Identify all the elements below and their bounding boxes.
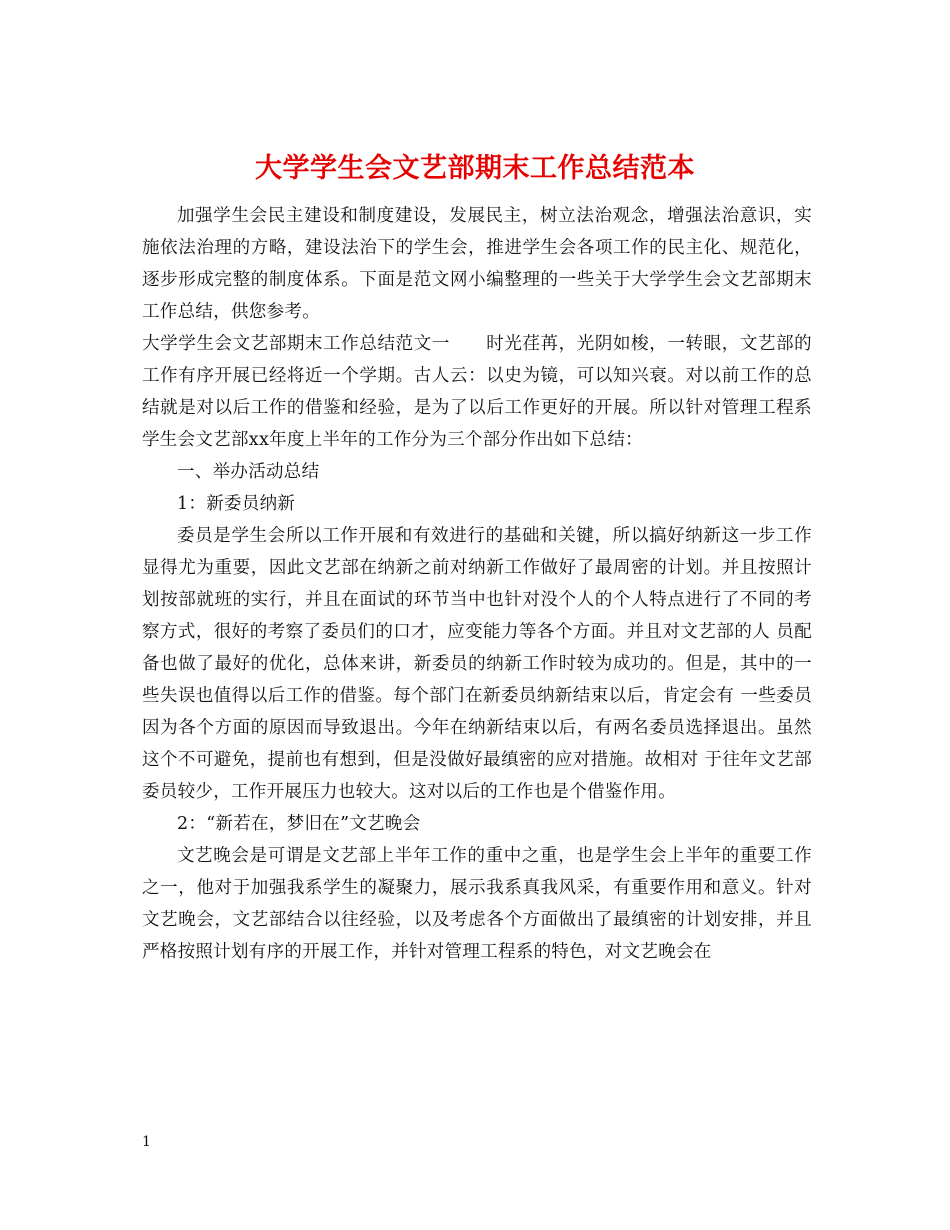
paragraph-intro: 加强学生会民主建设和制度建设，发展民主，树立法治观念，增强法治意识，实施依法治理的方略，建设法治下的学生会，推进学生会各项工作的民主化、规范化，逐步形成完整的制度体系。下面是范文网小编整理的一些关于大学学生会文艺部期末工作总结，供您参考。 (142, 206, 812, 322)
document-title: 大学学生会文艺部期末工作总结范本 (255, 153, 695, 185)
subheading-gala: 2：“新若在，梦旧在”文艺晚会 (177, 814, 421, 834)
document-body (142, 200, 812, 968)
paragraph-new-members: 委员是学生会所以工作开展和有效进行的基础和关键，所以搞好纳新这一步工作显得尤为重要，因此文艺部在纳新之前对纳新工作做好了最周密的计划。并且按照计 划按部就班的实行，并且在面试的环节当中也针对没个人的个人特点进行了不同的考察方式，很好的考察了委员们的口才，应变能力等各个方面。并且对文艺部的人 员配备也做了最好的优化，总体来讲，新委员的纳新工作时较为成功的。但是，其中的一些失误也值得以后工作的借鉴。每个部门在新委员纳新结束以后，肯定会有 一些委员因为各个方面的原因而导致退出。今年在纳新结束以后，有两名委员选择退出。虽然这个不可避免，提前也有想到，但是没做好最缜密的应对措施。故相对 于往年文艺部委员较少，工作开展压力也较大。这对以后的工作也是个借鉴作用。 (142, 526, 812, 802)
paragraph-sample-one: 大学学生会文艺部期末工作总结范文一 时光荏苒，光阴如梭，一转眼，文艺部的工作有序开展已经将近一个学期。古人云：以史为镜，可以知兴衰。对以前工作的总结就是对以后工作的借鉴和经验，是为了以后工作更好的开展。所以针对管理工程系学生会文艺部xx年度上半年的工作分为三个部分作出如下总结： (142, 334, 812, 450)
section-heading-activities: 一、举办活动总结 (177, 462, 320, 482)
page-number: 1 (142, 1134, 151, 1150)
paragraph-gala: 文艺晚会是可谓是文艺部上半年工作的重中之重，也是学生会上半年的重要工作之一，他对于加强我系学生的凝聚力，展示我系真我风采，有重要作用和意义。针对 文艺晚会，文艺部结合以往经验，以及考虑各个方面做出了最缜密的计划安排，并且严格按照计划有序的开展工作，并针对管理工程系的特色，对文艺晚会在 (142, 846, 812, 962)
subheading-new-members: 1：新委员纳新 (177, 494, 296, 514)
